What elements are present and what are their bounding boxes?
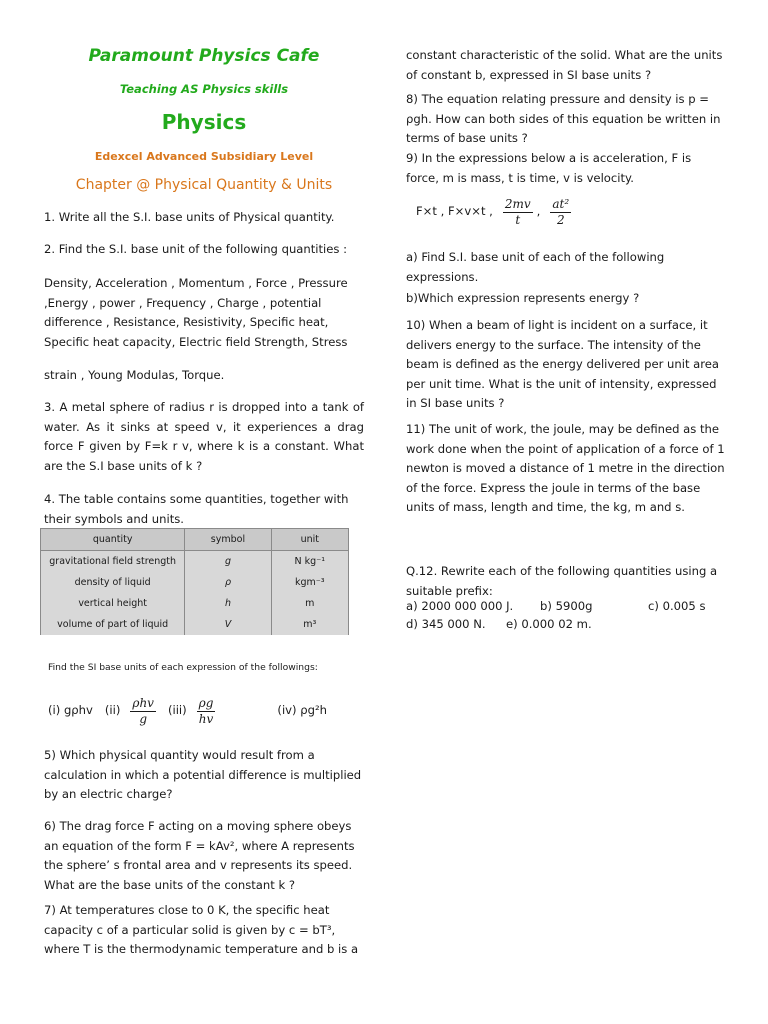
frac2-numerator: at² (552, 196, 570, 211)
question-12-intro: Q.12. Rewrite each of the following quantities using a suitable prefix: (406, 564, 718, 598)
table-row (41, 593, 349, 614)
question-9-expressions: F×t , F×v×t , $\frac{2mv}{t}$ , $\frac{\text{at²}}{2}$ (416, 196, 570, 227)
teaching-subtitle: Teaching AS Physics skills (119, 82, 289, 96)
question-4-intro: 4. The table contains some quantities, together with their symbols and units. (44, 492, 349, 526)
q12-d: d) 345 000 N. (406, 617, 486, 631)
chapter-title: Chapter @ Physical Quantity & Units (75, 177, 333, 193)
table-header: unit (271, 529, 348, 551)
expr-ii-numerator: ρhv (132, 695, 154, 710)
table-cell: m³ (271, 614, 348, 635)
question-10: 10) When a beam of light is incident on a surface, it delivers energy to the surface. The intensity of the beam is defined as the energy delivered per unit area per unit time. What is the unit of intensity, expressed in SI base units ? (406, 318, 720, 411)
table-cell: m (271, 593, 348, 614)
expr-ft-fvt: F×t , F×v×t , (416, 204, 493, 219)
expr-iii-label: (iii) (167, 703, 187, 718)
table-cell: gravitational field strength (41, 551, 185, 573)
question-2-list: Density, Acceleration , Momentum , Force , Pressure ,Energy , power , Frequency , Charge , potential difference , Resistance, Resistivity, Specific heat, Specific heat capacity, Electric field Strength, Stress (44, 276, 348, 349)
expr-iv: (iv) ρg²h (277, 703, 327, 718)
question-6: 6) The drag force F acting on a moving sphere obeys an equation of the form F = kAv², where A represents the sphere’ s frontal area and v represents its speed. What are the base units of the constant k ? (44, 819, 355, 892)
question-12-row1 (406, 597, 726, 617)
frac2-denominator: 2 (556, 212, 565, 227)
q12-c: c) 0.005 s (648, 599, 706, 613)
table-header: symbol (185, 529, 271, 551)
expr-iii-fraction (197, 696, 216, 727)
question-7: 7) At temperatures close to 0 K, the specific heat capacity c of a particular solid is given by c = bT³, where T is the thermodynamic temperature and b is a (44, 903, 359, 957)
q12-b: b) 5900g (540, 599, 593, 613)
expr-ii-denominator: g (139, 711, 148, 726)
table-header: quantity (41, 529, 185, 551)
expr-at2-over-2 (550, 197, 571, 228)
question-9b: b)Which expression represents energy ? (406, 291, 640, 305)
question-9-intro: 9) In the expressions below a is acceleration, F is force, m is mass, t is time, v is velocity. (406, 151, 692, 185)
subject-title: Physics (161, 110, 247, 134)
table-cell: volume of part of liquid (41, 614, 185, 635)
table-row (41, 551, 349, 573)
question-4-expressions (48, 694, 368, 728)
cafe-title: Paramount Physics Cafe (88, 46, 320, 66)
quantity-table (40, 528, 349, 635)
expr-ii-fraction (130, 696, 156, 727)
table-header-row (41, 529, 349, 551)
expr-2mv-over-t (503, 197, 533, 228)
expr-iii-numerator: ρg (198, 695, 214, 710)
table-row (41, 614, 349, 635)
table-cell: vertical height (41, 593, 185, 614)
expr-iii-denominator: hv (198, 711, 214, 726)
question-2-list-cont: strain , Young Modulas, Torque. (44, 368, 225, 382)
table-cell: g (185, 551, 271, 573)
question-8: 8) The equation relating pressure and density is p = ρgh. How can both sides of this equation be written in terms of base units ? (406, 92, 721, 146)
question-1: 1. Write all the S.I. base units of Physical quantity. (44, 210, 335, 224)
frac1-denominator: t (515, 212, 521, 227)
expr-i: (i) gρhv (48, 703, 93, 718)
table-cell: kgm⁻³ (271, 572, 348, 593)
question-12-row2 (406, 615, 726, 635)
frac1-numerator: 2mv (504, 196, 531, 211)
q12-e: e) 0.000 02 m. (506, 617, 592, 631)
question-7-continued: constant characteristic of the solid. What are the units of constant b, expressed in SI base units ? (406, 48, 723, 82)
q12-a: a) 2000 000 000 J. (406, 599, 514, 613)
table-cell: N kg⁻¹ (271, 551, 348, 573)
question-5: 5) Which physical quantity would result from a calculation in which a potential difference is multiplied by an electric charge? (44, 748, 362, 802)
table-row (41, 572, 349, 593)
expr-ii-label: (ii) (104, 703, 121, 718)
question-9a: a) Find S.I. base unit of each of the following expressions. (406, 250, 665, 284)
table-cell: h (185, 593, 271, 614)
question-2-intro: 2. Find the S.I. base unit of the following quantities : (44, 242, 348, 256)
question-11: 11) The unit of work, the joule, may be defined as the work done when the point of application of a force of 1 newton is moved a distance of 1 metre in the direction of the force. Express the joule in terms of the base units of mass, length and time, the kg, m and s. (406, 422, 725, 515)
table-cell: V (185, 614, 271, 635)
level-subtitle: Edexcel Advanced Subsidiary Level (94, 150, 314, 163)
table-cell: density of liquid (41, 572, 185, 593)
question-3: 3. A metal sphere of radius r is dropped into a tank of water. As it sinks at speed v, it experiences a drag force F given by F=k r v, where k is a constant. What are the S.I base units of k ? (44, 400, 364, 473)
table-cell: ρ (185, 572, 271, 593)
question-4-find: Find the SI base units of each expression of the followings: (48, 662, 318, 673)
